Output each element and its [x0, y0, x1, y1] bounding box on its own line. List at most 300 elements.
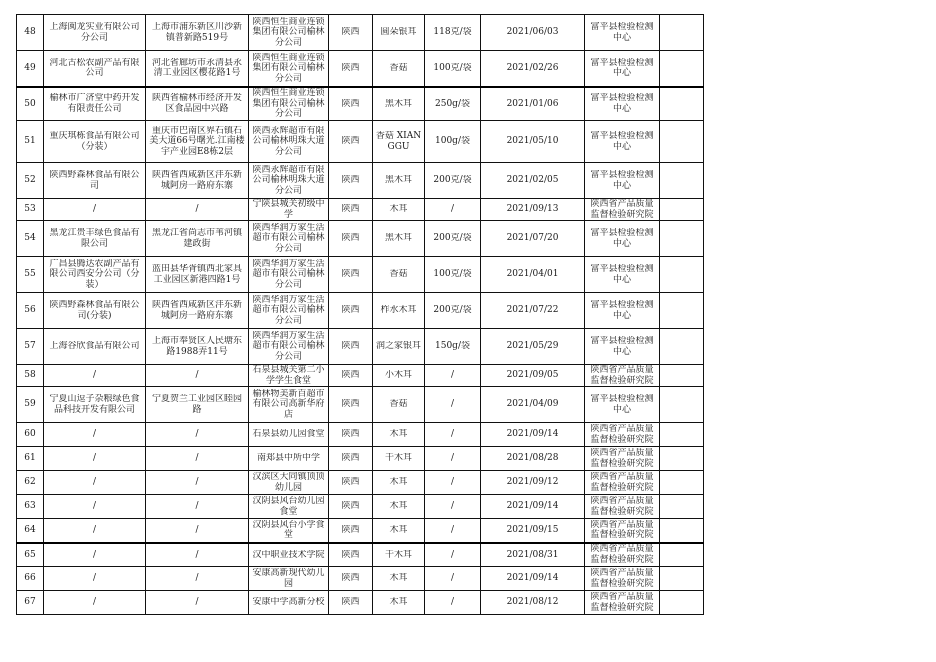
producer-name-cell-text: 榆林市广济堂中药开发有限责任公司	[49, 93, 140, 114]
specification-cell	[425, 15, 481, 51]
testing-agency-cell-text: 陕西省产品质量监督检验研究院	[590, 544, 654, 565]
row-number-cell	[17, 163, 44, 199]
producer-address-cell	[146, 257, 249, 293]
row-number-cell-text: 66	[24, 573, 36, 584]
province-cell-text: 陕西	[341, 175, 360, 186]
production-date-cell	[481, 87, 585, 121]
province-cell	[329, 121, 373, 163]
testing-agency-cell	[585, 387, 660, 423]
row-number-cell	[17, 423, 44, 447]
row-number-cell	[17, 519, 44, 543]
producer-name-cell	[44, 365, 146, 387]
specification-cell-text: 250g/袋	[435, 98, 470, 109]
province-cell-text: 陕西	[341, 429, 360, 440]
product-name-cell-text: 木耳	[389, 525, 408, 535]
producer-name-cell	[44, 495, 146, 519]
sampled-unit-cell	[249, 329, 329, 365]
producer-address-cell	[146, 293, 249, 329]
production-date-cell	[481, 329, 585, 365]
product-name-cell-text: 圆朵银耳	[380, 27, 417, 38]
production-date-cell-text: 2021/09/12	[506, 477, 559, 488]
producer-address-cell-text: 陕西省榆林市经济开发区食品园中兴路	[151, 93, 242, 114]
province-cell	[329, 15, 373, 51]
product-name-cell	[373, 87, 425, 121]
sampled-unit-cell	[249, 495, 329, 519]
producer-name-cell-text: /	[92, 573, 97, 584]
product-name-cell	[373, 365, 425, 387]
province-cell	[329, 257, 373, 293]
row-number-cell-text: 52	[24, 175, 36, 186]
producer-name-cell	[44, 329, 146, 365]
testing-agency-cell-text: 富平县检验检测中心	[590, 170, 654, 191]
producer-name-cell-text: /	[92, 477, 97, 488]
testing-agency-cell-text: 富平县检验检测中心	[590, 300, 654, 321]
testing-agency-cell-text: 陕西省产品质量监督检验研究院	[590, 199, 654, 220]
testing-agency-cell	[585, 365, 660, 387]
province-cell-text: 陕西	[341, 341, 360, 352]
specification-cell	[425, 591, 481, 615]
product-name-cell	[373, 471, 425, 495]
testing-agency-cell	[585, 51, 660, 87]
producer-name-cell	[44, 471, 146, 495]
sampling-results-table	[16, 14, 704, 615]
testing-agency-cell-text: 富平县检验检测中心	[590, 93, 654, 114]
province-cell-text: 陕西	[341, 399, 360, 410]
table-row	[17, 447, 704, 471]
table-row	[17, 329, 704, 365]
table-row	[17, 163, 704, 199]
sampled-unit-cell	[249, 365, 329, 387]
sampled-unit-cell-text: 陕西华润万家生活超市有限公司榆林分公司	[252, 294, 325, 326]
product-name-cell-text: 干木耳	[384, 453, 412, 464]
province-cell	[329, 365, 373, 387]
production-date-cell-text: 2021/09/14	[506, 573, 559, 584]
producer-name-cell-text: 陕西野森林食品有限公司	[49, 170, 140, 191]
row-number-cell-text: 50	[24, 98, 36, 109]
production-date-cell-text: 2021/09/05	[506, 370, 559, 381]
producer-name-cell	[44, 51, 146, 87]
blank-cell	[660, 51, 704, 87]
testing-agency-cell-text: 陕西省产品质量监督检验研究院	[590, 496, 654, 517]
producer-address-cell-text: 蓝田县华胥镇西北家具工业园区新港四路1号	[151, 264, 242, 285]
blank-cell	[660, 329, 704, 365]
row-number-cell	[17, 51, 44, 87]
table-row	[17, 567, 704, 591]
sampled-unit-cell-text: 陕西华润万家生活超市有限公司榆林分公司	[252, 222, 325, 254]
sampled-unit-cell-text: 安康高新现代幼儿园	[252, 568, 325, 589]
table-row	[17, 121, 704, 163]
producer-name-cell	[44, 591, 146, 615]
testing-agency-cell-text: 陕西省产品质量监督检验研究院	[590, 448, 654, 469]
specification-cell-text: 100g/袋	[435, 136, 470, 147]
production-date-cell-text: 2021/07/22	[506, 305, 559, 316]
sampled-unit-cell-text: 南郑县中所中学	[256, 453, 320, 464]
producer-address-cell	[146, 87, 249, 121]
sampled-unit-cell-text: 陕西永辉超市有限公司榆林明珠大道分公司	[252, 125, 325, 157]
specification-cell-text: /	[450, 429, 455, 440]
blank-cell	[660, 567, 704, 591]
specification-cell-text: 100克/袋	[433, 269, 472, 280]
producer-address-cell	[146, 15, 249, 51]
testing-agency-cell-text: 富平县检验检测中心	[590, 336, 654, 357]
row-number-cell-text: 63	[24, 501, 36, 512]
sampled-unit-cell-text: 石泉县幼儿园食堂	[252, 429, 325, 440]
producer-address-cell-text: /	[195, 204, 199, 215]
product-name-cell-text: 干木耳	[384, 549, 412, 560]
testing-agency-cell-text: 陕西省产品质量监督检验研究院	[590, 568, 654, 589]
production-date-cell-text: 2021/02/05	[506, 175, 559, 186]
testing-agency-cell	[585, 257, 660, 293]
row-number-cell	[17, 293, 44, 329]
table-row	[17, 199, 704, 221]
sampled-unit-cell	[249, 51, 329, 87]
specification-cell-text: 200克/袋	[433, 233, 472, 244]
specification-cell-text: /	[450, 549, 455, 560]
production-date-cell	[481, 221, 585, 257]
province-cell-text: 陕西	[341, 63, 360, 73]
product-name-cell-text: 香菇	[389, 63, 408, 73]
product-name-cell	[373, 543, 425, 567]
row-number-cell	[17, 471, 44, 495]
specification-cell-text: /	[450, 204, 455, 215]
producer-address-cell	[146, 447, 249, 471]
province-cell-text: 陕西	[341, 597, 360, 608]
producer-name-cell	[44, 387, 146, 423]
row-number-cell	[17, 591, 44, 615]
producer-name-cell-text: 上海谷欣食品有限公司	[49, 341, 140, 352]
table-row	[17, 519, 704, 543]
product-name-cell-text: 香菇 XIANGGU	[375, 131, 422, 152]
specification-cell	[425, 87, 481, 121]
row-number-cell-text: 62	[24, 477, 36, 488]
testing-agency-cell-text: 富平县检验检测中心	[590, 22, 654, 43]
producer-address-cell	[146, 199, 249, 221]
sampled-unit-cell-text: 陕西恒生商业连锁集团有限公司榆林分公司	[252, 88, 325, 119]
province-cell	[329, 221, 373, 257]
province-cell-text: 陕西	[341, 549, 360, 560]
province-cell-text: 陕西	[341, 453, 360, 464]
province-cell-text: 陕西	[341, 573, 360, 584]
blank-cell	[660, 121, 704, 163]
producer-address-cell	[146, 365, 249, 387]
testing-agency-cell	[585, 423, 660, 447]
blank-cell	[660, 495, 704, 519]
row-number-cell	[17, 257, 44, 293]
producer-name-cell	[44, 567, 146, 591]
table-row	[17, 221, 704, 257]
producer-address-cell	[146, 591, 249, 615]
sampled-unit-cell	[249, 121, 329, 163]
producer-name-cell	[44, 543, 146, 567]
producer-name-cell-text: /	[92, 453, 97, 464]
blank-cell	[660, 365, 704, 387]
producer-name-cell-text: 黑龙江贵丰绿色食品有限公司	[49, 228, 140, 249]
producer-address-cell-text: 陕西省西咸新区沣东新城阿房一路府东寨	[151, 170, 242, 191]
sampled-unit-cell-text: 陕西恒生商业连锁集团有限公司榆林分公司	[252, 52, 325, 84]
producer-name-cell-text: /	[92, 501, 97, 512]
row-number-cell-text: 64	[24, 525, 36, 535]
production-date-cell-text: 2021/09/13	[506, 204, 559, 215]
producer-address-cell-text: /	[195, 501, 199, 512]
production-date-cell	[481, 293, 585, 329]
specification-cell	[425, 387, 481, 423]
province-cell	[329, 387, 373, 423]
product-name-cell	[373, 199, 425, 221]
province-cell-text: 陕西	[341, 269, 360, 280]
specification-cell	[425, 163, 481, 199]
testing-agency-cell	[585, 329, 660, 365]
producer-address-cell	[146, 51, 249, 87]
producer-address-cell-text: /	[195, 477, 199, 488]
table-row	[17, 293, 704, 329]
producer-address-cell-text: /	[195, 549, 199, 560]
blank-cell	[660, 591, 704, 615]
table-row	[17, 365, 704, 387]
testing-agency-cell	[585, 567, 660, 591]
production-date-cell	[481, 447, 585, 471]
province-cell	[329, 423, 373, 447]
product-name-cell	[373, 519, 425, 543]
province-cell-text: 陕西	[341, 305, 360, 316]
province-cell	[329, 591, 373, 615]
table-row	[17, 495, 704, 519]
province-cell-text: 陕西	[341, 501, 360, 512]
producer-address-cell-text: 上海市奉贤区人民塘东路1988弄11号	[151, 336, 242, 357]
row-number-cell-text: 53	[24, 204, 36, 215]
specification-cell	[425, 121, 481, 163]
sampled-unit-cell	[249, 87, 329, 121]
production-date-cell	[481, 163, 585, 199]
province-cell	[329, 447, 373, 471]
producer-address-cell	[146, 329, 249, 365]
sampled-unit-cell	[249, 423, 329, 447]
testing-agency-cell	[585, 87, 660, 121]
blank-cell	[660, 257, 704, 293]
sampled-unit-cell-text: 陕西永辉超市有限公司榆林明珠大道分公司	[252, 164, 325, 196]
producer-name-cell-text: 陕西野森林食品有限公司(分装)	[49, 300, 140, 321]
production-date-cell-text: 2021/01/06	[506, 98, 559, 109]
producer-name-cell-text: /	[92, 429, 97, 440]
production-date-cell-text: 2021/06/03	[506, 27, 559, 38]
product-name-cell-text: 木耳	[389, 204, 408, 215]
blank-cell	[660, 471, 704, 495]
producer-address-cell	[146, 519, 249, 543]
product-name-cell	[373, 121, 425, 163]
product-name-cell-text: 木耳	[389, 477, 408, 488]
province-cell	[329, 519, 373, 543]
province-cell-text: 陕西	[341, 525, 360, 535]
specification-cell-text: 118克/袋	[433, 27, 472, 38]
row-number-cell-text: 49	[24, 63, 36, 73]
testing-agency-cell	[585, 293, 660, 329]
sampled-unit-cell-text: 陕西恒生商业连锁集团有限公司榆林分公司	[252, 16, 325, 48]
blank-cell	[660, 87, 704, 121]
row-number-cell-text: 54	[24, 233, 36, 244]
producer-address-cell	[146, 567, 249, 591]
specification-cell	[425, 293, 481, 329]
blank-cell	[660, 519, 704, 543]
row-number-cell-text: 61	[24, 453, 36, 464]
production-date-cell	[481, 15, 585, 51]
testing-agency-cell	[585, 447, 660, 471]
production-date-cell	[481, 121, 585, 163]
testing-agency-cell	[585, 199, 660, 221]
production-date-cell	[481, 471, 585, 495]
product-name-cell-text: 木耳	[389, 429, 408, 440]
production-date-cell	[481, 591, 585, 615]
blank-cell	[660, 221, 704, 257]
specification-cell	[425, 471, 481, 495]
table-row	[17, 543, 704, 567]
row-number-cell-text: 56	[24, 305, 36, 316]
producer-name-cell	[44, 221, 146, 257]
product-name-cell	[373, 423, 425, 447]
product-name-cell	[373, 15, 425, 51]
producer-name-cell-text: /	[92, 549, 97, 560]
testing-agency-cell	[585, 15, 660, 51]
producer-address-cell-text: 上海市浦东新区川沙新镇普新路519号	[151, 22, 242, 43]
table-row	[17, 591, 704, 615]
production-date-cell	[481, 543, 585, 567]
province-cell-text: 陕西	[341, 477, 360, 488]
testing-agency-cell	[585, 163, 660, 199]
production-date-cell-text: 2021/09/14	[506, 501, 559, 512]
province-cell	[329, 199, 373, 221]
producer-name-cell-text: /	[92, 597, 97, 608]
testing-agency-cell-text: 富平县检验检测中心	[590, 57, 654, 79]
testing-agency-cell-text: 陕西省产品质量监督检验研究院	[590, 519, 654, 541]
testing-agency-cell	[585, 221, 660, 257]
sampled-unit-cell-text: 汉阴县风台幼儿园食堂	[252, 496, 325, 517]
testing-agency-cell-text: 富平县检验检测中心	[590, 394, 654, 415]
producer-name-cell-text: 广昌县腾达农副产品有限公司西安分公司（分装）	[49, 258, 140, 290]
producer-address-cell-text: /	[195, 429, 199, 440]
testing-agency-cell	[585, 121, 660, 163]
specification-cell-text: /	[450, 370, 455, 381]
province-cell	[329, 293, 373, 329]
production-date-cell-text: 2021/08/31	[506, 549, 559, 560]
province-cell-text: 陕西	[341, 136, 360, 147]
product-name-cell-text: 小木耳	[384, 370, 412, 381]
specification-cell	[425, 423, 481, 447]
specification-cell-text: /	[450, 573, 455, 584]
row-number-cell-text: 57	[24, 341, 36, 352]
row-number-cell	[17, 87, 44, 121]
sampled-unit-cell-text: 陕西华润万家生活超市有限公司榆林分公司	[252, 258, 325, 290]
product-name-cell	[373, 293, 425, 329]
province-cell	[329, 567, 373, 591]
production-date-cell-text: 2021/08/28	[506, 453, 559, 464]
specification-cell-text: 100克/袋	[433, 63, 472, 73]
sampled-unit-cell-text: 陕西华润万家生活超市有限公司榆林分公司	[252, 330, 325, 362]
producer-address-cell-text: 陕西省西咸新区沣东新城阿房一路府东寨	[151, 300, 242, 321]
row-number-cell	[17, 329, 44, 365]
row-number-cell	[17, 121, 44, 163]
product-name-cell	[373, 163, 425, 199]
product-name-cell	[373, 591, 425, 615]
production-date-cell-text: 2021/07/20	[506, 233, 559, 244]
producer-address-cell	[146, 471, 249, 495]
producer-address-cell-text: /	[195, 370, 199, 381]
province-cell	[329, 329, 373, 365]
product-name-cell	[373, 257, 425, 293]
producer-address-cell-text: /	[195, 597, 199, 608]
province-cell-text: 陕西	[341, 233, 360, 244]
sampled-unit-cell-text: 汉阴县风台小学食堂	[252, 519, 325, 541]
producer-name-cell-text: /	[92, 204, 97, 215]
testing-agency-cell-text: 陕西省产品质量监督检验研究院	[590, 592, 654, 613]
producer-name-cell	[44, 87, 146, 121]
production-date-cell-text: 2021/02/26	[506, 63, 559, 73]
specification-cell	[425, 447, 481, 471]
row-number-cell	[17, 221, 44, 257]
specification-cell	[425, 199, 481, 221]
production-date-cell	[481, 257, 585, 293]
blank-cell	[660, 163, 704, 199]
specification-cell-text: /	[450, 525, 455, 535]
producer-name-cell	[44, 447, 146, 471]
row-number-cell-text: 55	[24, 269, 36, 280]
testing-agency-cell-text: 陕西省产品质量监督检验研究院	[590, 424, 654, 445]
producer-name-cell-text: /	[92, 525, 97, 535]
blank-cell	[660, 447, 704, 471]
product-name-cell	[373, 221, 425, 257]
producer-address-cell	[146, 495, 249, 519]
product-name-cell-text: 柞水木耳	[380, 305, 417, 316]
sampled-unit-cell-text: 安康中学高新分校	[252, 597, 325, 608]
testing-agency-cell-text: 富平县检验检测中心	[590, 264, 654, 285]
specification-cell	[425, 567, 481, 591]
row-number-cell	[17, 365, 44, 387]
production-date-cell	[481, 365, 585, 387]
table-row	[17, 257, 704, 293]
production-date-cell	[481, 519, 585, 543]
sampled-unit-cell	[249, 163, 329, 199]
province-cell	[329, 471, 373, 495]
row-number-cell-text: 59	[24, 399, 36, 410]
row-number-cell-text: 65	[24, 549, 36, 560]
producer-name-cell-text: /	[92, 370, 97, 381]
testing-agency-cell	[585, 543, 660, 567]
table-row	[17, 471, 704, 495]
sampled-unit-cell	[249, 257, 329, 293]
sampled-unit-cell	[249, 519, 329, 543]
specification-cell	[425, 257, 481, 293]
blank-cell	[660, 387, 704, 423]
row-number-cell	[17, 447, 44, 471]
row-number-cell	[17, 199, 44, 221]
row-number-cell	[17, 15, 44, 51]
sampled-unit-cell	[249, 591, 329, 615]
table-row	[17, 51, 704, 87]
specification-cell	[425, 329, 481, 365]
production-date-cell-text: 2021/09/14	[506, 429, 559, 440]
testing-agency-cell	[585, 495, 660, 519]
specification-cell-text: /	[450, 453, 455, 464]
producer-name-cell	[44, 519, 146, 543]
testing-agency-cell-text: 富平县检验检测中心	[590, 228, 654, 249]
specification-cell-text: 150g/袋	[435, 341, 470, 352]
producer-address-cell-text: 重庆市巴南区界石镇石美大道66号曙光.江南楼宇产业园E8栋2层	[149, 125, 245, 157]
testing-agency-cell	[585, 591, 660, 615]
table-body	[17, 15, 704, 615]
row-number-cell-text: 60	[24, 429, 36, 440]
row-number-cell	[17, 495, 44, 519]
product-name-cell	[373, 387, 425, 423]
product-name-cell-text: 木耳	[389, 573, 408, 584]
producer-address-cell-text: /	[195, 573, 199, 584]
testing-agency-cell-text: 陕西省产品质量监督检验研究院	[590, 472, 654, 493]
